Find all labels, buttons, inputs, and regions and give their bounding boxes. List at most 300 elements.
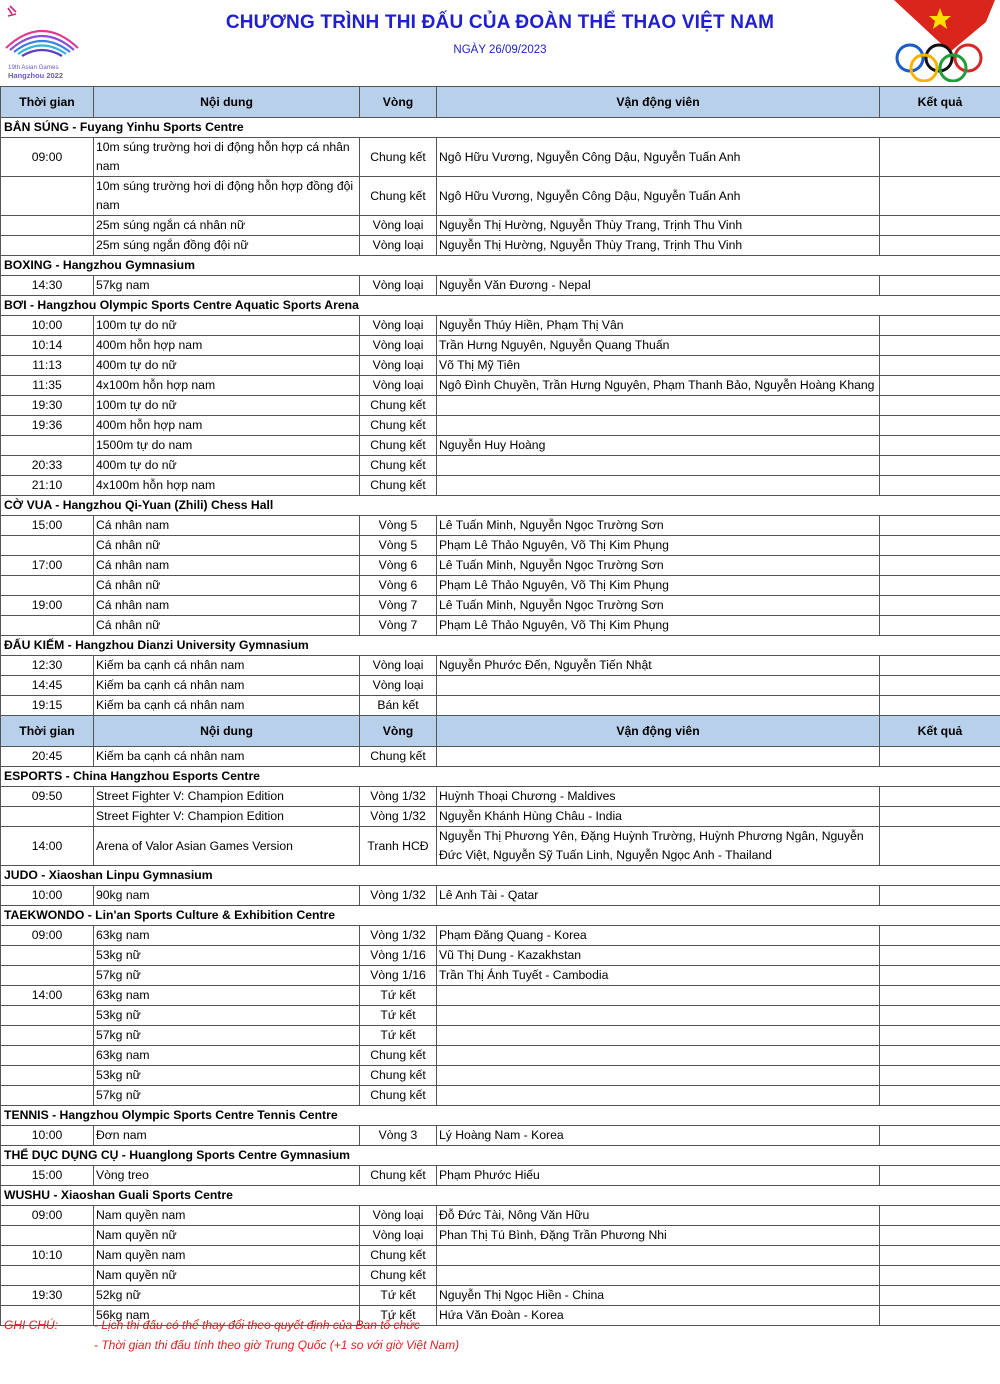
round-cell: Chung kết [360,747,437,767]
event-cell: 400m hỗn hợp nam [94,416,360,436]
section-row [1,118,1000,138]
time-cell: 10:10 [1,1246,94,1266]
result-header: Kết quả [880,87,1000,118]
table-row [1,436,1000,456]
time-cell [1,216,94,236]
athletes-cell: Phạm Lê Thảo Nguyên, Võ Thị Kim Phụng [437,616,880,636]
time-cell: 19:00 [1,596,94,616]
round-cell: Vòng loại [360,216,437,236]
section-title: TENNIS - Hangzhou Olympic Sports Centre Tennis Centre [1,1106,1000,1126]
time-cell [1,436,94,456]
result-cell [880,1166,1000,1186]
athletes-cell: Nguyễn Thị Hường, Nguyễn Thùy Trang, Trịnh Thu Vinh [437,216,880,236]
event-cell: 10m súng trường hơi di động hỗn hợp đồng đội nam [94,177,360,216]
table-row [1,476,1000,496]
table-row [1,1046,1000,1066]
round-cell: Vòng 1/16 [360,966,437,986]
round-cell: Chung kết [360,436,437,456]
column-header-row [1,87,1000,118]
athletes-cell [437,1246,880,1266]
section-row [1,256,1000,276]
table-row [1,807,1000,827]
athletes-cell [437,986,880,1006]
round-cell: Vòng loại [360,376,437,396]
athletes-cell: Nguyễn Huy Hoàng [437,436,880,456]
athletes-cell: Ngô Đình Chuyền, Trần Hưng Nguyên, Phạm Thanh Bảo, Nguyễn Hoàng Khang [437,376,880,396]
time-cell: 10:14 [1,336,94,356]
result-cell [880,787,1000,807]
note-line: - Lịch thi đấu có thể thay đổi theo quyết định của Ban tổ chức [94,1318,420,1332]
event-cell: 57kg nam [94,276,360,296]
round-cell: Vòng 6 [360,556,437,576]
event-cell: Arena of Valor Asian Games Version [94,827,360,866]
event-cell: Cá nhân nữ [94,616,360,636]
athletes-cell: Đỗ Đức Tài, Nông Văn Hữu [437,1206,880,1226]
result-cell [880,1266,1000,1286]
table-row [1,787,1000,807]
event-cell: 400m hỗn hợp nam [94,336,360,356]
event-cell: 63kg nam [94,926,360,946]
time-cell: 14:45 [1,676,94,696]
athletes-cell: Nguyễn Phước Đến, Nguyễn Tiến Nhật [437,656,880,676]
table-row [1,396,1000,416]
table-row [1,1026,1000,1046]
result-cell [880,416,1000,436]
section-title: ESPORTS - China Hangzhou Esports Centre [1,767,1000,787]
event-cell: 4x100m hỗn hợp nam [94,476,360,496]
round-cell: Chung kết [360,138,437,177]
event-cell: 400m tự do nữ [94,356,360,376]
athletes-cell: Lê Tuấn Minh, Nguyễn Ngọc Trường Sơn [437,596,880,616]
schedule-table [0,86,1000,1326]
result-cell [880,1026,1000,1046]
round-cell: Chung kết [360,456,437,476]
event-cell: Vòng treo [94,1166,360,1186]
notes-label: GHI CHÚ: [4,1318,58,1332]
athletes-cell: Nguyễn Thị Phương Yên, Đặng Huỳnh Trường, Huỳnh Phương Ngân, Nguyễn Đức Việt, Nguyễn Sỹ Tuấn Linh, Nguyễn Ngọc Anh - Thailand [437,827,880,866]
athletes-cell: Lê Tuấn Minh, Nguyễn Ngọc Trường Sơn [437,516,880,536]
result-cell [880,1306,1000,1326]
athletes-cell: Võ Thị Mỹ Tiên [437,356,880,376]
time-cell: 10:00 [1,1126,94,1146]
round-cell: Vòng loại [360,356,437,376]
round-cell: Vòng 1/16 [360,946,437,966]
athletes-cell: Ngô Hữu Vương, Nguyễn Công Dậu, Nguyễn Tuấn Anh [437,177,880,216]
event-cell: 57kg nữ [94,1026,360,1046]
round-cell: Vòng 1/32 [360,926,437,946]
result-cell [880,336,1000,356]
athletes-cell [437,1266,880,1286]
table-row [1,616,1000,636]
event-cell: 53kg nữ [94,946,360,966]
note-line: - Thời gian thi đấu tính theo giờ Trung Quốc (+1 so với giờ Việt Nam) [94,1338,460,1352]
time-cell [1,1046,94,1066]
time-cell: 20:45 [1,747,94,767]
event-cell: Nam quyền nữ [94,1226,360,1246]
event-cell: 57kg nữ [94,1086,360,1106]
result-cell [880,356,1000,376]
time-cell [1,236,94,256]
athletes-cell: Nguyễn Thị Hường, Nguyễn Thùy Trang, Trịnh Thu Vinh [437,236,880,256]
time-header: Thời gian [1,716,94,747]
time-cell [1,1226,94,1246]
notes [4,1318,459,1358]
round-cell: Tứ kết [360,1026,437,1046]
round-cell: Chung kết [360,1066,437,1086]
table-row [1,676,1000,696]
event-cell: Cá nhân nữ [94,536,360,556]
table-row [1,376,1000,396]
event-header: Nội dung [94,716,360,747]
time-cell: 09:50 [1,787,94,807]
table-row [1,1066,1000,1086]
time-cell: 09:00 [1,138,94,177]
round-cell: Vòng loại [360,1206,437,1226]
event-cell: 53kg nữ [94,1006,360,1026]
result-cell [880,177,1000,216]
result-cell [880,396,1000,416]
athletes-cell: Phạm Phước Hiếu [437,1166,880,1186]
time-cell: 15:00 [1,516,94,536]
athletes-cell: Hứa Văn Đoàn - Korea [437,1306,880,1326]
event-cell: 63kg nam [94,1046,360,1066]
table-row [1,966,1000,986]
section-row [1,866,1000,886]
round-cell: Vòng 1/32 [360,886,437,906]
round-cell: Vòng loại [360,656,437,676]
athletes-cell [437,1086,880,1106]
time-header: Thời gian [1,87,94,118]
time-cell: 19:30 [1,396,94,416]
table-row [1,536,1000,556]
result-cell [880,476,1000,496]
result-cell [880,276,1000,296]
athletes-cell [437,396,880,416]
event-cell: 4x100m hỗn hợp nam [94,376,360,396]
table-row [1,336,1000,356]
time-cell: 21:10 [1,476,94,496]
athletes-cell [437,1066,880,1086]
round-cell: Tứ kết [360,1006,437,1026]
table-row [1,596,1000,616]
result-cell [880,696,1000,716]
result-cell [880,596,1000,616]
athletes-cell: Nguyễn Thị Ngọc Hiền - China [437,1286,880,1306]
section-row [1,496,1000,516]
section-title: BƠI - Hangzhou Olympic Sports Centre Aquatic Sports Arena [1,296,1000,316]
time-cell: 19:30 [1,1286,94,1306]
athletes-cell [437,476,880,496]
round-cell: Chung kết [360,1046,437,1066]
athletes-cell: Ngô Hữu Vương, Nguyễn Công Dậu, Nguyễn Tuấn Anh [437,138,880,177]
result-cell [880,1086,1000,1106]
time-cell [1,536,94,556]
time-cell [1,946,94,966]
result-cell [880,1286,1000,1306]
event-cell: Nam quyền nam [94,1246,360,1266]
result-cell [880,747,1000,767]
time-cell: 09:00 [1,1206,94,1226]
time-cell: 11:35 [1,376,94,396]
page-title: CHƯƠNG TRÌNH THI ĐẤU CỦA ĐOÀN THỂ THAO VIỆT NAM [225,12,775,33]
athletes-cell: Phạm Lê Thảo Nguyên, Võ Thị Kim Phụng [437,536,880,556]
event-cell: 53kg nữ [94,1066,360,1086]
event-header: Nội dung [94,87,360,118]
time-cell: 14:00 [1,986,94,1006]
table-row [1,827,1000,866]
section-title: CỜ VUA - Hangzhou Qi-Yuan (Zhili) Chess Hall [1,496,1000,516]
table-row [1,696,1000,716]
round-cell: Tứ kết [360,986,437,1006]
time-cell: 15:00 [1,1166,94,1186]
athletes-cell: Vũ Thị Dung - Kazakhstan [437,946,880,966]
round-cell: Vòng loại [360,316,437,336]
athletes-cell: Lê Tuấn Minh, Nguyễn Ngọc Trường Sơn [437,556,880,576]
result-cell [880,1126,1000,1146]
section-row [1,296,1000,316]
table-row [1,1206,1000,1226]
athletes-cell [437,416,880,436]
event-cell: 90kg nam [94,886,360,906]
time-cell [1,1026,94,1046]
result-cell [880,1006,1000,1026]
result-cell [880,436,1000,456]
athletes-cell: Trần Hưng Nguyên, Nguyễn Quang Thuấn [437,336,880,356]
time-cell: 20:33 [1,456,94,476]
event-cell: Nam quyền nam [94,1206,360,1226]
round-cell: Tứ kết [360,1306,437,1326]
result-cell [880,216,1000,236]
section-title: TAEKWONDO - Lin'an Sports Culture & Exhibition Centre [1,906,1000,926]
round-cell: Chung kết [360,1266,437,1286]
round-cell: Vòng 5 [360,536,437,556]
round-cell: Vòng 3 [360,1126,437,1146]
event-cell: 100m tự do nữ [94,316,360,336]
section-row [1,906,1000,926]
athletes-cell [437,747,880,767]
page-date: NGÀY 26/09/2023 [453,44,547,56]
vietnam-olympic-logo-icon [890,0,995,82]
section-row [1,1186,1000,1206]
athletes-cell: Trần Thị Ánh Tuyết - Cambodia [437,966,880,986]
result-cell [880,1066,1000,1086]
round-cell: Vòng 1/32 [360,787,437,807]
logo-line-2: Hangzhou 2022 [8,71,64,80]
section-title: BẮN SÚNG - Fuyang Yinhu Sports Centre [1,118,1000,138]
table-row [1,1006,1000,1026]
event-cell: Đơn nam [94,1126,360,1146]
athletes-header: Vận động viên [437,716,880,747]
round-cell: Chung kết [360,1246,437,1266]
athletes-cell [437,1006,880,1026]
round-cell: Chung kết [360,416,437,436]
result-cell [880,966,1000,986]
athletes-cell: Phạm Đăng Quang - Korea [437,926,880,946]
section-row [1,636,1000,656]
time-cell: 14:30 [1,276,94,296]
athletes-cell [437,1026,880,1046]
time-cell [1,807,94,827]
round-cell: Vòng 6 [360,576,437,596]
table-row [1,576,1000,596]
table-row [1,316,1000,336]
round-cell: Vòng 7 [360,616,437,636]
round-cell: Vòng loại [360,276,437,296]
event-cell: Cá nhân nữ [94,576,360,596]
table-row [1,177,1000,216]
time-cell [1,1006,94,1026]
result-cell [880,946,1000,966]
round-cell: Bán kết [360,696,437,716]
round-cell: Chung kết [360,1166,437,1186]
result-cell [880,1246,1000,1266]
round-cell: Vòng loại [360,236,437,256]
event-cell: Kiếm ba cạnh cá nhân nam [94,696,360,716]
table-row [1,556,1000,576]
athletes-cell [437,456,880,476]
table-row [1,138,1000,177]
table-row [1,986,1000,1006]
section-row [1,767,1000,787]
time-cell: 11:13 [1,356,94,376]
result-cell [880,656,1000,676]
result-cell [880,376,1000,396]
round-cell: Vòng 7 [360,596,437,616]
table-row [1,516,1000,536]
table-row [1,747,1000,767]
event-cell: 57kg nữ [94,966,360,986]
section-title: WUSHU - Xiaoshan Guali Sports Centre [1,1186,1000,1206]
event-cell: Street Fighter V: Champion Edition [94,787,360,807]
table-row [1,1126,1000,1146]
result-cell [880,1046,1000,1066]
athletes-cell: Nguyễn Thúy Hiền, Phạm Thị Vân [437,316,880,336]
time-cell [1,1266,94,1286]
athletes-cell [437,696,880,716]
event-cell: Cá nhân nam [94,596,360,616]
table-row [1,1226,1000,1246]
time-cell [1,177,94,216]
event-cell: Kiếm ba cạnh cá nhân nam [94,676,360,696]
event-cell: Cá nhân nam [94,516,360,536]
time-cell [1,1066,94,1086]
table-row [1,946,1000,966]
time-cell: 17:00 [1,556,94,576]
time-cell [1,1086,94,1106]
event-cell: 100m tự do nữ [94,396,360,416]
table-row [1,356,1000,376]
round-cell: Chung kết [360,476,437,496]
time-cell [1,966,94,986]
round-cell: Vòng loại [360,676,437,696]
table-row [1,1086,1000,1106]
table-row [1,886,1000,906]
table-row [1,416,1000,436]
athletes-cell [437,1046,880,1066]
time-cell [1,616,94,636]
athletes-cell: Nguyễn Văn Đương - Nepal [437,276,880,296]
event-cell: 63kg nam [94,986,360,1006]
event-cell: Kiếm ba cạnh cá nhân nam [94,747,360,767]
table-row [1,1166,1000,1186]
time-cell: 19:15 [1,696,94,716]
result-cell [880,807,1000,827]
result-cell [880,1226,1000,1246]
event-cell: 25m súng ngắn cá nhân nữ [94,216,360,236]
section-title: THỂ DỤC DỤNG CỤ - Huanglong Sports Centre Gymnasium [1,1146,1000,1166]
result-cell [880,316,1000,336]
time-cell: 10:00 [1,316,94,336]
event-cell: 52kg nữ [94,1286,360,1306]
event-cell: 56kg nam [94,1306,360,1326]
result-cell [880,676,1000,696]
result-cell [880,456,1000,476]
result-cell [880,886,1000,906]
result-cell [880,576,1000,596]
athletes-header: Vận động viên [437,87,880,118]
round-cell: Vòng 5 [360,516,437,536]
result-cell [880,236,1000,256]
section-row [1,1146,1000,1166]
table-row [1,456,1000,476]
time-cell [1,576,94,596]
event-cell: 10m súng trường hơi di động hỗn hợp cá nhân nam [94,138,360,177]
athletes-cell: Lý Hoàng Nam - Korea [437,1126,880,1146]
time-cell: 10:00 [1,886,94,906]
round-header: Vòng [360,716,437,747]
result-cell [880,616,1000,636]
section-title: ĐẤU KIẾM - Hangzhou Dianzi University Gymnasium [1,636,1000,656]
round-cell: Vòng 1/32 [360,807,437,827]
result-cell [880,556,1000,576]
table-row [1,216,1000,236]
result-cell [880,536,1000,556]
round-cell: Tranh HCĐ [360,827,437,866]
page-header [0,0,1000,86]
table-row [1,1266,1000,1286]
event-cell: Street Fighter V: Champion Edition [94,807,360,827]
round-cell: Chung kết [360,1086,437,1106]
time-cell: 09:00 [1,926,94,946]
athletes-cell: Huỳnh Thoại Chương - Maldives [437,787,880,807]
table-row [1,656,1000,676]
section-title: BOXING - Hangzhou Gymnasium [1,256,1000,276]
table-row [1,276,1000,296]
table-row [1,926,1000,946]
result-header: Kết quả [880,716,1000,747]
athletes-cell [437,676,880,696]
event-cell: Cá nhân nam [94,556,360,576]
result-cell [880,138,1000,177]
result-cell [880,926,1000,946]
table-row [1,236,1000,256]
time-cell: 12:30 [1,656,94,676]
athletes-cell: Phạm Lê Thảo Nguyên, Võ Thị Kim Phụng [437,576,880,596]
round-cell: Tứ kết [360,1286,437,1306]
round-header: Vòng [360,87,437,118]
column-header-row [1,716,1000,747]
round-cell: Vòng loại [360,336,437,356]
result-cell [880,516,1000,536]
athletes-cell: Lê Anh Tài - Qatar [437,886,880,906]
section-row [1,1106,1000,1126]
event-cell: 400m tự do nữ [94,456,360,476]
athletes-cell: Phan Thị Tú Bình, Đặng Trần Phương Nhi [437,1226,880,1246]
logo-line-1: 19th Asian Games [8,64,59,71]
round-cell: Chung kết [360,177,437,216]
event-cell: Nam quyền nữ [94,1266,360,1286]
round-cell: Vòng loại [360,1226,437,1246]
